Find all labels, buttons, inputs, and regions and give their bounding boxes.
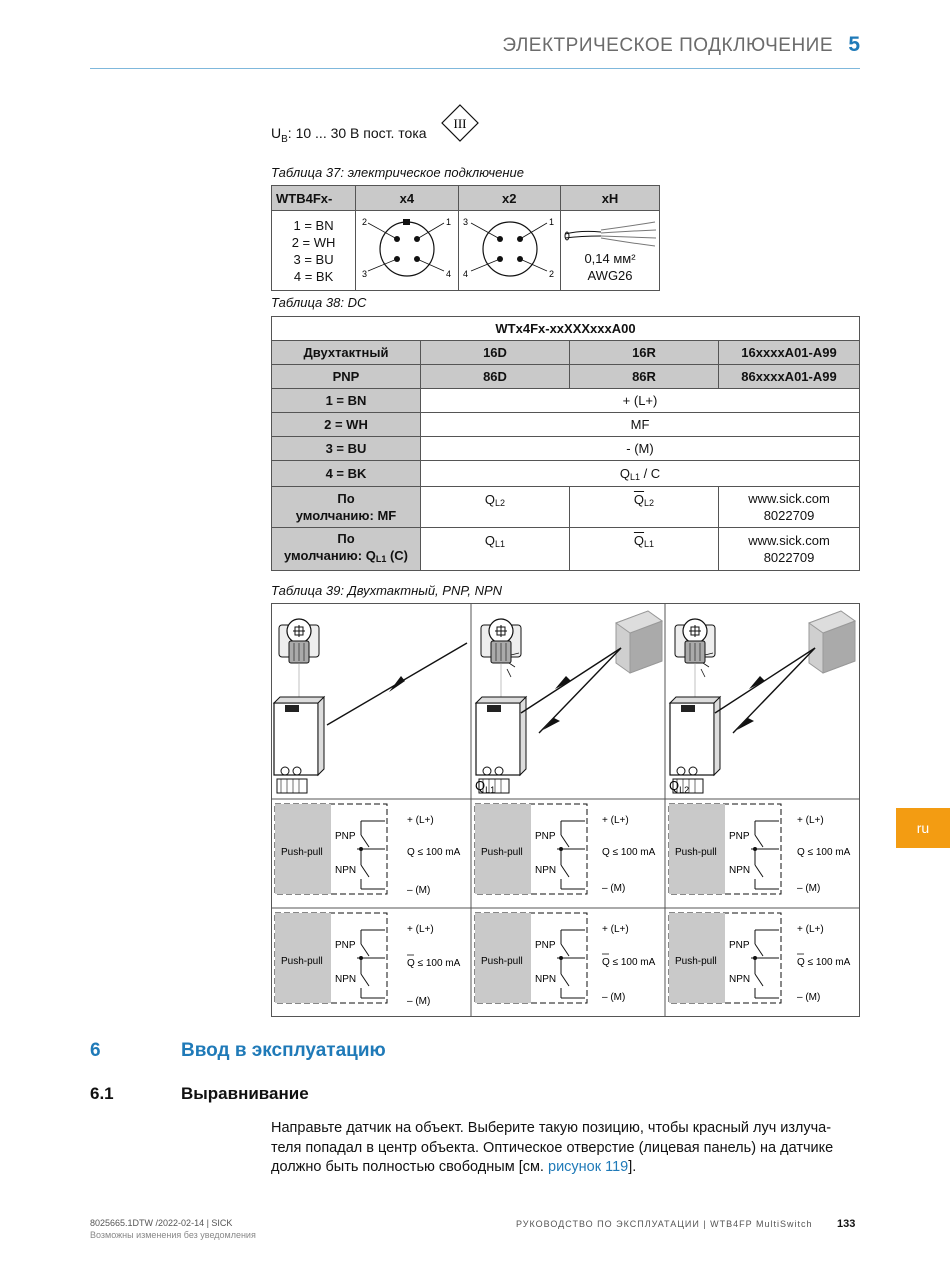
paragraph-text: должно быть полностью свободным [см. bbox=[271, 1159, 548, 1175]
circuit-lplus-label: + (L+) bbox=[797, 815, 824, 826]
alignment-paragraph bbox=[271, 1119, 851, 1178]
language-tab[interactable]: ru bbox=[896, 808, 950, 848]
t38-row-pin2 bbox=[272, 413, 860, 437]
pin-4: 4 = BK bbox=[293, 268, 334, 284]
protection-class-icon bbox=[440, 103, 480, 143]
header-rule bbox=[90, 68, 860, 69]
svg-text:2: 2 bbox=[362, 217, 368, 227]
circuit-m-label: – (M) bbox=[407, 885, 431, 896]
pin4-tail: / C bbox=[639, 465, 661, 481]
t38-cell bbox=[719, 528, 860, 571]
paragraph-text: ]. bbox=[628, 1159, 637, 1175]
t38-cell bbox=[272, 528, 421, 571]
t38-title: WTx4Fx-xxXXXxxxA00 bbox=[272, 317, 860, 341]
t38-cell bbox=[719, 487, 860, 528]
t38-cell: 16R bbox=[570, 341, 719, 365]
t38-row-pin1 bbox=[272, 389, 860, 413]
circuit-npn-label: NPN bbox=[535, 865, 557, 876]
circuit-pnp-label: PNP bbox=[729, 831, 750, 842]
t37-x4-cell bbox=[356, 211, 458, 291]
table37-caption: Таблица 37: электрическое подключение bbox=[271, 165, 524, 180]
cable-awg: AWG26 bbox=[587, 267, 633, 283]
q-sub: L1 bbox=[629, 471, 640, 482]
circuit-pnp-label: PNP bbox=[335, 940, 356, 951]
t38-cell: 86xxxxA01-A99 bbox=[719, 365, 860, 389]
t38-cell: 4 = BK bbox=[272, 461, 421, 487]
figure-link[interactable]: рисунок 119 bbox=[548, 1159, 629, 1175]
t38-cell: 2 = WH bbox=[272, 413, 421, 437]
circuit-npn-label: NPN bbox=[335, 974, 357, 985]
connector-x2-diagram bbox=[459, 211, 559, 287]
table38 bbox=[271, 316, 860, 571]
t38-cell: 86D bbox=[421, 365, 570, 389]
sensor-no-target-illustration bbox=[274, 619, 467, 793]
t38-cell bbox=[421, 461, 860, 487]
footer-doc-id: 8025665.1DTW /2022-02-14 | SICK bbox=[90, 1218, 233, 1228]
t38-row-pin4 bbox=[272, 461, 860, 487]
circuit-q-col3 bbox=[669, 804, 851, 894]
circuit-qbar-label: Q ≤ 100 mA bbox=[797, 957, 851, 968]
supply-voltage bbox=[271, 125, 427, 145]
paragraph-line: теля попадал в центр объекта. Оптическое отверстие (лицевая панель) на датчике bbox=[271, 1139, 834, 1156]
supply-text: : 10 ... 30 В пост. тока bbox=[287, 125, 427, 141]
t38-row-pushpull bbox=[272, 341, 860, 365]
t38-row-pnp bbox=[272, 365, 860, 389]
q-sub: L1 bbox=[375, 554, 387, 564]
circuit-m-label: – (M) bbox=[797, 883, 821, 894]
circuit-pnp-label: PNP bbox=[335, 831, 356, 842]
svg-text:1: 1 bbox=[548, 217, 554, 227]
t38-cell: 16xxxxA01-A99 bbox=[719, 341, 860, 365]
q-sub: L1 bbox=[495, 539, 506, 549]
table38-caption: Таблица 38: DC bbox=[271, 295, 367, 310]
t38-cell bbox=[421, 487, 570, 528]
circuit-pnp-label: PNP bbox=[535, 940, 556, 951]
t37-header-model: WTB4Fx- bbox=[272, 186, 356, 211]
circuit-block-label: Push-pull bbox=[281, 847, 323, 858]
t37-header-x2: x2 bbox=[458, 186, 560, 211]
supply-sub: B bbox=[281, 133, 288, 145]
t37-header-xh: xH bbox=[561, 186, 660, 211]
section-6-1-title: Выравнивание bbox=[181, 1084, 309, 1103]
circuit-q-col1 bbox=[275, 804, 461, 896]
default-label: По bbox=[337, 491, 355, 506]
cable-icon bbox=[561, 218, 659, 250]
paragraph-line: Направьте датчик на объект. Выберите такую позицию, чтобы красный луч излуча- bbox=[271, 1120, 832, 1136]
circuit-pnp-label: PNP bbox=[535, 831, 556, 842]
pin-1: 1 = BN bbox=[293, 217, 334, 233]
section-6-number: 6 bbox=[90, 1040, 101, 1061]
circuit-block-label: Push-pull bbox=[281, 956, 323, 967]
t37-pin-list bbox=[272, 211, 356, 291]
table39-caption: Таблица 39: Двухтактный, PNP, NPN bbox=[271, 583, 503, 598]
t38-cell bbox=[272, 487, 421, 528]
q-symbol: Q bbox=[484, 492, 496, 507]
footer-manual-title: РУКОВОДСТВО ПО ЭКСПЛУАТАЦИИ | WTB4FP MultiSwitch bbox=[516, 1219, 813, 1229]
ql2-label: $Q_{L2}$ bbox=[669, 778, 690, 795]
circuit-lplus-label: + (L+) bbox=[407, 924, 434, 935]
pin-2: 2 = WH bbox=[291, 234, 336, 250]
paragraph-line bbox=[271, 1158, 851, 1178]
circuit-lplus-label: + (L+) bbox=[407, 815, 434, 826]
t38-row-default-q bbox=[272, 528, 860, 571]
q-sub: L2 bbox=[644, 498, 655, 508]
chapter-number: 5 bbox=[848, 33, 860, 56]
circuit-m-label: – (M) bbox=[602, 992, 626, 1003]
footer-note: Возможны изменения без уведомления bbox=[90, 1230, 256, 1240]
t38-cell: + (L+) bbox=[421, 389, 860, 413]
section-6-title: Ввод в эксплуатацию bbox=[181, 1040, 386, 1061]
web-link[interactable]: www.sick.com bbox=[748, 533, 830, 548]
t38-cell: - (M) bbox=[421, 437, 860, 461]
circuit-pnp-label: PNP bbox=[729, 940, 750, 951]
t37-x2-cell bbox=[458, 211, 560, 291]
cable-cross-section: 0,14 мм² bbox=[584, 250, 636, 266]
q-symbol: Q bbox=[619, 465, 630, 481]
circuit-block-label: Push-pull bbox=[481, 847, 523, 858]
default-label: По bbox=[337, 531, 355, 546]
circuit-lplus-label: + (L+) bbox=[797, 924, 824, 935]
q-sub: L1 bbox=[644, 539, 655, 549]
table37 bbox=[271, 185, 660, 291]
q-sub: L2 bbox=[495, 498, 506, 508]
circuit-qbar-col1 bbox=[275, 913, 461, 1007]
circuit-qbar-col3 bbox=[669, 913, 851, 1003]
circuit-m-label: – (M) bbox=[407, 996, 431, 1007]
doc-number: 8022709 bbox=[763, 508, 815, 523]
circuit-q-label: Q ≤ 100 mA bbox=[602, 847, 656, 858]
protection-class-label: III bbox=[453, 116, 467, 131]
t37-xh-cell bbox=[561, 211, 660, 291]
t38-cell bbox=[570, 528, 719, 571]
sensor-ql1-illustration bbox=[476, 611, 662, 793]
ql1-label: $Q_{L1}$ bbox=[475, 778, 496, 795]
t38-cell: MF bbox=[421, 413, 860, 437]
circuit-block-label: Push-pull bbox=[481, 956, 523, 967]
q-inverted-symbol: $\overline{Q}$ bbox=[633, 533, 645, 548]
sensor-ql2-illustration bbox=[670, 611, 855, 793]
default-mf-label: умолчанию: MF bbox=[295, 508, 397, 523]
circuit-qbar-label: Q ≤ 100 mA bbox=[602, 957, 656, 968]
q-symbol: Q bbox=[484, 533, 496, 548]
t38-cell: Двухтактный bbox=[272, 341, 421, 365]
svg-text:1: 1 bbox=[446, 217, 452, 227]
doc-number: 8022709 bbox=[763, 550, 815, 565]
svg-text:4: 4 bbox=[462, 269, 468, 279]
circuit-block-label: Push-pull bbox=[675, 847, 717, 858]
t38-cell: 1 = BN bbox=[272, 389, 421, 413]
svg-text:2: 2 bbox=[548, 269, 554, 279]
table39-diagram bbox=[271, 603, 860, 1017]
pin-3: 3 = BU bbox=[293, 251, 334, 267]
t38-row-default-mf bbox=[272, 487, 860, 528]
circuit-npn-label: NPN bbox=[535, 974, 557, 985]
circuit-lplus-label: + (L+) bbox=[602, 924, 629, 935]
connector-4pin-diagram bbox=[356, 211, 456, 287]
page-number: 133 bbox=[837, 1218, 856, 1230]
circuit-lplus-label: + (L+) bbox=[602, 815, 629, 826]
header-title: ЭЛЕКТРИЧЕСКОЕ ПОДКЛЮЧЕНИЕ bbox=[502, 35, 833, 56]
circuit-q-col2 bbox=[475, 804, 656, 894]
circuit-npn-label: NPN bbox=[729, 865, 751, 876]
circuit-m-label: – (M) bbox=[797, 992, 821, 1003]
t38-cell: 86R bbox=[570, 365, 719, 389]
q-inverted-symbol: $\overline{Q}$ bbox=[633, 492, 645, 507]
t38-cell: PNP bbox=[272, 365, 421, 389]
t37-header-x4: x4 bbox=[356, 186, 458, 211]
circuit-q-label: Q ≤ 100 mA bbox=[797, 847, 851, 858]
t38-cell bbox=[570, 487, 719, 528]
circuit-block-label: Push-pull bbox=[675, 956, 717, 967]
default-q-text: умолчанию: Q bbox=[283, 548, 376, 563]
circuit-m-label: – (M) bbox=[602, 883, 626, 894]
supply-symbol: U bbox=[271, 125, 282, 141]
circuit-npn-label: NPN bbox=[729, 974, 751, 985]
svg-text:3: 3 bbox=[362, 269, 368, 279]
t38-cell: 3 = BU bbox=[272, 437, 421, 461]
circuit-npn-label: NPN bbox=[335, 865, 357, 876]
circuit-qbar-col2 bbox=[475, 913, 656, 1003]
circuit-q-label: Q ≤ 100 mA bbox=[407, 847, 461, 858]
default-q-label bbox=[273, 547, 419, 568]
svg-text:3: 3 bbox=[462, 217, 468, 227]
t38-row-pin3 bbox=[272, 437, 860, 461]
svg-text:4: 4 bbox=[446, 269, 452, 279]
default-q-tail: (C) bbox=[386, 548, 409, 563]
section-6-1-number: 6.1 bbox=[90, 1084, 114, 1103]
web-link[interactable]: www.sick.com bbox=[748, 491, 830, 506]
circuit-qbar-label: Q ≤ 100 mA bbox=[407, 958, 461, 969]
t38-cell: 16D bbox=[421, 341, 570, 365]
t38-cell bbox=[421, 528, 570, 571]
